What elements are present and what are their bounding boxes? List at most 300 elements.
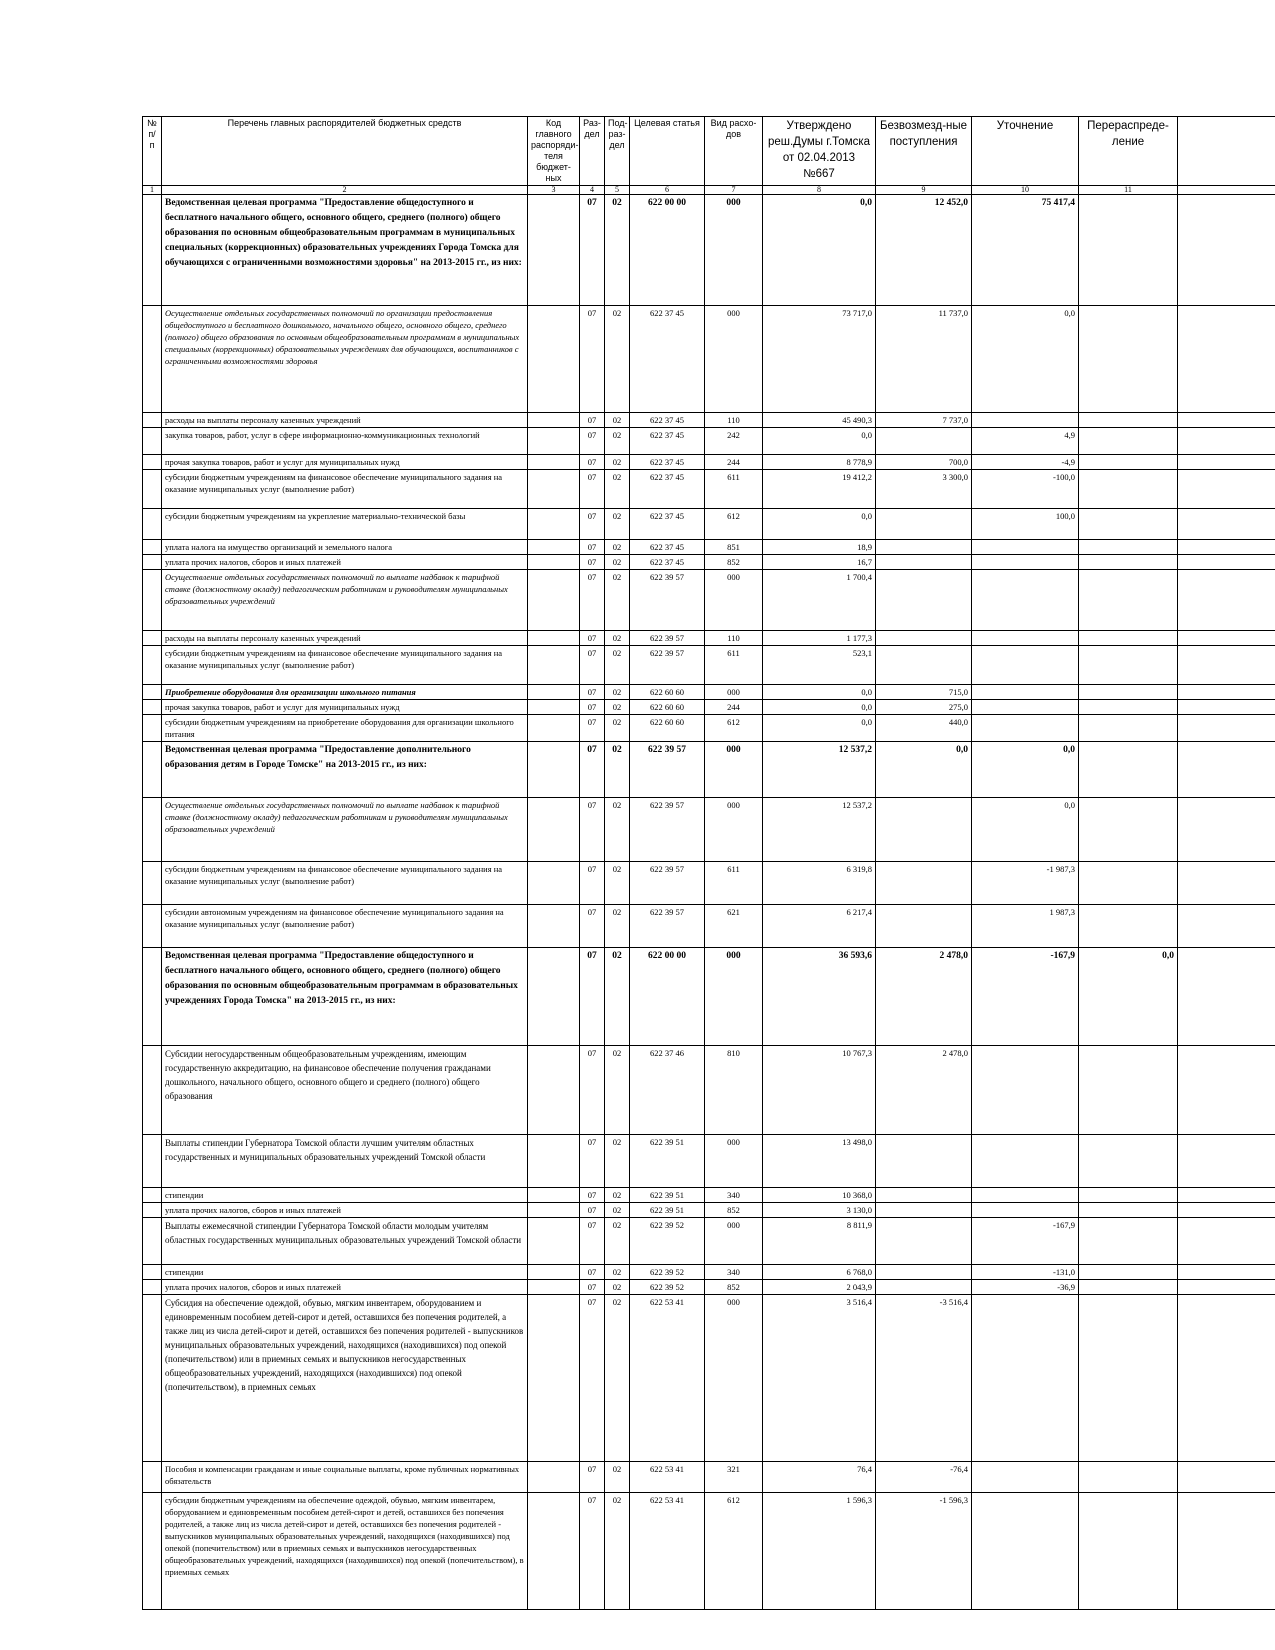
row-vid: 612: [705, 1493, 763, 1610]
row-code: [528, 685, 580, 700]
row-name: Пособия и компенсации гражданам и иные социальные выплаты, кроме публичных нормативных обязательств: [162, 1462, 528, 1493]
row-number: [143, 470, 162, 509]
row-podrazdel: 02: [605, 1493, 630, 1610]
row-redistribution: [1079, 306, 1178, 413]
table-row: [143, 470, 1275, 509]
table-row: [143, 948, 1275, 1046]
row-podrazdel: 02: [605, 555, 630, 570]
row-free: [876, 1203, 972, 1218]
column-numbers-row: [143, 186, 1275, 195]
row-razdel: 07: [580, 742, 605, 798]
row-approved: 1 700,4: [763, 570, 876, 631]
row-target-article: 622 37 45: [630, 428, 705, 455]
row-vid: 000: [705, 1135, 763, 1188]
row-extra: [1178, 1462, 1275, 1493]
row-redistribution: [1079, 715, 1178, 742]
row-code: [528, 1218, 580, 1265]
row-podrazdel: 02: [605, 862, 630, 905]
row-target-article: 622 39 57: [630, 631, 705, 646]
row-vid: 340: [705, 1188, 763, 1203]
row-redistribution: [1079, 1265, 1178, 1280]
row-target-article: 622 39 57: [630, 570, 705, 631]
row-clarification: [972, 1462, 1079, 1493]
row-name: закупка товаров, работ, услуг в сфере информационно-коммуникационных технологий: [162, 428, 528, 455]
row-vid: 612: [705, 715, 763, 742]
row-number: [143, 1295, 162, 1462]
row-target-article: 622 60 60: [630, 700, 705, 715]
row-razdel: 07: [580, 1188, 605, 1203]
row-name: расходы на выплаты персоналу казенных учреждений: [162, 631, 528, 646]
row-free: 2 478,0: [876, 948, 972, 1046]
row-clarification: [972, 1493, 1079, 1610]
row-approved: 18,9: [763, 540, 876, 555]
row-vid: 244: [705, 455, 763, 470]
row-target-article: 622 00 00: [630, 948, 705, 1046]
table-row: [143, 509, 1275, 540]
row-target-article: 622 60 60: [630, 685, 705, 700]
row-vid: 000: [705, 306, 763, 413]
row-target-article: 622 37 45: [630, 540, 705, 555]
table-row: [143, 1295, 1275, 1462]
row-extra: [1178, 646, 1275, 685]
row-podrazdel: 02: [605, 570, 630, 631]
row-approved: 3 516,4: [763, 1295, 876, 1462]
colnum: 6: [630, 186, 705, 195]
row-extra: [1178, 1265, 1275, 1280]
row-name: субсидии бюджетным учреждениям на финансовое обеспечение муниципального задания на оказание муниципальных услуг (выполнение работ): [162, 470, 528, 509]
row-name: стипендии: [162, 1188, 528, 1203]
row-razdel: 07: [580, 540, 605, 555]
row-number: [143, 570, 162, 631]
row-extra: [1178, 195, 1275, 306]
row-extra: [1178, 685, 1275, 700]
row-number: [143, 1046, 162, 1135]
row-clarification: -167,9: [972, 1218, 1079, 1265]
row-code: [528, 1493, 580, 1610]
row-code: [528, 1280, 580, 1295]
table-row: [143, 798, 1275, 862]
row-clarification: [972, 1295, 1079, 1462]
row-free: [876, 905, 972, 948]
row-target-article: 622 39 57: [630, 646, 705, 685]
row-redistribution: [1079, 413, 1178, 428]
row-podrazdel: 02: [605, 1203, 630, 1218]
row-free: [876, 540, 972, 555]
row-free: [876, 631, 972, 646]
row-number: [143, 555, 162, 570]
table-row: [143, 540, 1275, 555]
row-free: [876, 646, 972, 685]
row-number: [143, 798, 162, 862]
colnum: 10: [972, 186, 1079, 195]
row-approved: 2 043,9: [763, 1280, 876, 1295]
row-podrazdel: 02: [605, 1188, 630, 1203]
row-target-article: 622 37 45: [630, 555, 705, 570]
row-clarification: 75 417,4: [972, 195, 1079, 306]
row-clarification: [972, 1203, 1079, 1218]
row-approved: 0,0: [763, 509, 876, 540]
row-razdel: 07: [580, 455, 605, 470]
row-razdel: 07: [580, 715, 605, 742]
colnum: 3: [528, 186, 580, 195]
table-row: [143, 862, 1275, 905]
row-clarification: 0,0: [972, 306, 1079, 413]
row-vid: 852: [705, 555, 763, 570]
colnum: [1178, 186, 1275, 195]
row-number: [143, 1265, 162, 1280]
row-redistribution: [1079, 428, 1178, 455]
table-row: [143, 742, 1275, 798]
row-redistribution: [1079, 470, 1178, 509]
row-extra: [1178, 570, 1275, 631]
row-name: прочая закупка товаров, работ и услуг для муниципальных нужд: [162, 700, 528, 715]
row-razdel: 07: [580, 428, 605, 455]
row-approved: 0,0: [763, 700, 876, 715]
row-vid: 611: [705, 470, 763, 509]
row-free: 715,0: [876, 685, 972, 700]
row-razdel: 07: [580, 195, 605, 306]
row-podrazdel: 02: [605, 1295, 630, 1462]
row-code: [528, 306, 580, 413]
row-redistribution: [1079, 631, 1178, 646]
row-name: уплата прочих налогов, сборов и иных платежей: [162, 1203, 528, 1218]
row-approved: 1 596,3: [763, 1493, 876, 1610]
table-row: [143, 905, 1275, 948]
row-number: [143, 428, 162, 455]
row-podrazdel: 02: [605, 700, 630, 715]
row-razdel: 07: [580, 509, 605, 540]
row-name: субсидии автономным учреждениям на финансовое обеспечение муниципального задания на оказание муниципальных услуг (выполнение работ): [162, 905, 528, 948]
row-extra: [1178, 306, 1275, 413]
row-approved: 76,4: [763, 1462, 876, 1493]
row-podrazdel: 02: [605, 1218, 630, 1265]
row-code: [528, 509, 580, 540]
row-number: [143, 1462, 162, 1493]
row-approved: 6 217,4: [763, 905, 876, 948]
row-extra: [1178, 715, 1275, 742]
row-target-article: 622 37 45: [630, 455, 705, 470]
row-name: Осуществление отдельных государственных полномочий по организации предоставления общедоступного и бесплатного дошкольного, начального общего, основного общего, среднего (полного) общего образования по основным общеобразовательным программам в муниципальных специальных (коррекционных) образовательных учреждениях для обучающихся, воспитанников с ограниченными возможностями здоровья: [162, 306, 528, 413]
table-row: [143, 1188, 1275, 1203]
row-vid: 000: [705, 798, 763, 862]
header-free: Безвозмезд-ные поступления: [876, 117, 972, 186]
row-razdel: 07: [580, 306, 605, 413]
row-extra: [1178, 1046, 1275, 1135]
row-extra: [1178, 1218, 1275, 1265]
colnum: 2: [162, 186, 528, 195]
row-code: [528, 540, 580, 555]
row-vid: 810: [705, 1046, 763, 1135]
colnum: 8: [763, 186, 876, 195]
row-number: [143, 631, 162, 646]
row-extra: [1178, 555, 1275, 570]
row-redistribution: [1079, 555, 1178, 570]
row-code: [528, 742, 580, 798]
row-clarification: [972, 631, 1079, 646]
row-free: [876, 1218, 972, 1265]
row-target-article: 622 39 51: [630, 1188, 705, 1203]
row-redistribution: [1079, 509, 1178, 540]
row-razdel: 07: [580, 1265, 605, 1280]
row-redistribution: [1079, 742, 1178, 798]
header-extra: [1178, 117, 1275, 186]
row-podrazdel: 02: [605, 470, 630, 509]
row-razdel: 07: [580, 413, 605, 428]
row-redistribution: [1079, 646, 1178, 685]
row-razdel: 07: [580, 470, 605, 509]
row-extra: [1178, 1135, 1275, 1188]
row-free: [876, 509, 972, 540]
row-approved: 73 717,0: [763, 306, 876, 413]
row-name: уплата прочих налогов, сборов и иных платежей: [162, 555, 528, 570]
table-row: [143, 428, 1275, 455]
row-clarification: [972, 413, 1079, 428]
row-number: [143, 509, 162, 540]
header-redistribution: Перераспреде-ление: [1079, 117, 1178, 186]
row-razdel: 07: [580, 685, 605, 700]
row-number: [143, 948, 162, 1046]
row-podrazdel: 02: [605, 631, 630, 646]
colnum: 11: [1079, 186, 1178, 195]
row-name: Выплаты стипендии Губернатора Томской области лучшим учителям областных государственных и муниципальных образовательных учреждений Томской области: [162, 1135, 528, 1188]
colnum: 7: [705, 186, 763, 195]
row-code: [528, 798, 580, 862]
row-redistribution: [1079, 1218, 1178, 1265]
colnum: 5: [605, 186, 630, 195]
row-target-article: 622 37 45: [630, 509, 705, 540]
header-razdel: Раз-дел: [580, 117, 605, 186]
row-free: -1 596,3: [876, 1493, 972, 1610]
row-name: Осуществление отдельных государственных полномочий по выплате надбавок к тарифной ставке (должностному окладу) педагогическим работникам и руководителям муниципальных образовательных учреждений: [162, 798, 528, 862]
row-code: [528, 428, 580, 455]
row-free: [876, 1280, 972, 1295]
row-free: [876, 1265, 972, 1280]
row-approved: 19 412,2: [763, 470, 876, 509]
row-vid: 000: [705, 742, 763, 798]
row-clarification: [972, 570, 1079, 631]
row-vid: 000: [705, 1295, 763, 1462]
row-vid: 621: [705, 905, 763, 948]
row-clarification: -4,9: [972, 455, 1079, 470]
row-number: [143, 700, 162, 715]
row-name: субсидии бюджетным учреждениям на обеспечение одеждой, обувью, мягким инвентарем, оборудованием и единовременным пособием детей-сирот и детей, оставшихся без попечения родителей, а также лиц из числа детей-сирот и детей, оставшихся без попечения родителей - выпускников муниципальных образовательных учреждений, находящихся (находившихся) под опекой (попечительством) или в приемных семьях и выпускников негосударственных общеобразовательных учреждений, находящихся (находившихся) под опекой (попечительством), в приемных семьях: [162, 1493, 528, 1610]
row-razdel: 07: [580, 1135, 605, 1188]
row-code: [528, 455, 580, 470]
row-razdel: 07: [580, 1203, 605, 1218]
row-name: Субсидии негосударственным общеобразовательным учреждениям, имеющим государственную аккредитацию, на финансовое обеспечение получения гражданами дошкольного, начального общего, основного общего и среднего (полного) общего образования: [162, 1046, 528, 1135]
row-clarification: [972, 555, 1079, 570]
row-podrazdel: 02: [605, 428, 630, 455]
table-row: [143, 413, 1275, 428]
row-razdel: 07: [580, 1295, 605, 1462]
row-redistribution: [1079, 570, 1178, 631]
row-clarification: -1 987,3: [972, 862, 1079, 905]
row-name: стипендии: [162, 1265, 528, 1280]
row-vid: 851: [705, 540, 763, 555]
row-free: 11 737,0: [876, 306, 972, 413]
row-podrazdel: 02: [605, 948, 630, 1046]
row-redistribution: [1079, 1493, 1178, 1610]
row-vid: 242: [705, 428, 763, 455]
row-clarification: [972, 685, 1079, 700]
row-number: [143, 685, 162, 700]
row-redistribution: [1079, 1046, 1178, 1135]
row-clarification: -36,9: [972, 1280, 1079, 1295]
row-name: прочая закупка товаров, работ и услуг для муниципальных нужд: [162, 455, 528, 470]
row-number: [143, 1188, 162, 1203]
row-extra: [1178, 509, 1275, 540]
row-vid: 000: [705, 195, 763, 306]
row-name: субсидии бюджетным учреждениям на финансовое обеспечение муниципального задания на оказание муниципальных услуг (выполнение работ): [162, 646, 528, 685]
row-vid: 611: [705, 862, 763, 905]
row-podrazdel: 02: [605, 798, 630, 862]
header-podrazdel: Под-раз-дел: [605, 117, 630, 186]
row-code: [528, 1203, 580, 1218]
row-podrazdel: 02: [605, 455, 630, 470]
row-clarification: [972, 700, 1079, 715]
row-approved: 45 490,3: [763, 413, 876, 428]
row-approved: 8 811,9: [763, 1218, 876, 1265]
table-row: [143, 685, 1275, 700]
row-razdel: 07: [580, 1218, 605, 1265]
row-target-article: 622 39 52: [630, 1280, 705, 1295]
row-code: [528, 1295, 580, 1462]
row-approved: 12 537,2: [763, 742, 876, 798]
row-clarification: 100,0: [972, 509, 1079, 540]
row-code: [528, 1265, 580, 1280]
row-free: -3 516,4: [876, 1295, 972, 1462]
row-razdel: 07: [580, 1046, 605, 1135]
row-extra: [1178, 905, 1275, 948]
row-vid: 611: [705, 646, 763, 685]
row-razdel: 07: [580, 570, 605, 631]
row-target-article: 622 39 57: [630, 798, 705, 862]
table-row: [143, 555, 1275, 570]
table-row: [143, 1493, 1275, 1610]
row-number: [143, 540, 162, 555]
row-vid: 000: [705, 685, 763, 700]
row-free: -76,4: [876, 1462, 972, 1493]
header-approved: Утверждено реш.Думы г.Томска от 02.04.2013 №667: [763, 117, 876, 186]
row-free: [876, 570, 972, 631]
row-approved: 0,0: [763, 715, 876, 742]
row-free: [876, 428, 972, 455]
row-number: [143, 413, 162, 428]
row-target-article: 622 39 51: [630, 1135, 705, 1188]
row-clarification: [972, 540, 1079, 555]
row-podrazdel: 02: [605, 1265, 630, 1280]
row-clarification: 4,9: [972, 428, 1079, 455]
row-vid: 000: [705, 1218, 763, 1265]
row-code: [528, 195, 580, 306]
row-vid: 852: [705, 1203, 763, 1218]
row-name: Субсидия на обеспечение одеждой, обувью, мягким инвентарем, оборудованием и единовременным пособием детей-сирот и детей, оставшихся без попечения родителей, а также лиц из числа детей-сирот и детей, оставшихся без попечения родителей - выпускников муниципальных образовательных учреждений, находящихся (находившихся) под опекой (попечительством) или в приемных семьях и выпускников негосударственных общеобразовательных учреждений, находящихся (находившихся) под опекой (попечительством), в приемных семьях: [162, 1295, 528, 1462]
row-podrazdel: 02: [605, 306, 630, 413]
row-podrazdel: 02: [605, 540, 630, 555]
row-podrazdel: 02: [605, 509, 630, 540]
row-free: 275,0: [876, 700, 972, 715]
row-code: [528, 1188, 580, 1203]
row-clarification: [972, 1046, 1079, 1135]
row-number: [143, 742, 162, 798]
row-number: [143, 195, 162, 306]
row-code: [528, 715, 580, 742]
row-free: [876, 798, 972, 862]
table-row: [143, 1203, 1275, 1218]
row-podrazdel: 02: [605, 715, 630, 742]
table-row: [143, 1280, 1275, 1295]
row-podrazdel: 02: [605, 1280, 630, 1295]
table-row: [143, 306, 1275, 413]
row-free: 12 452,0: [876, 195, 972, 306]
row-number: [143, 646, 162, 685]
row-podrazdel: 02: [605, 1046, 630, 1135]
row-redistribution: [1079, 540, 1178, 555]
row-extra: [1178, 948, 1275, 1046]
row-target-article: 622 39 52: [630, 1218, 705, 1265]
row-redistribution: [1079, 1462, 1178, 1493]
row-target-article: 622 39 57: [630, 905, 705, 948]
row-redistribution: [1079, 905, 1178, 948]
row-approved: 12 537,2: [763, 798, 876, 862]
row-free: [876, 1188, 972, 1203]
row-free: 700,0: [876, 455, 972, 470]
row-vid: 000: [705, 570, 763, 631]
row-clarification: -131,0: [972, 1265, 1079, 1280]
row-code: [528, 646, 580, 685]
row-vid: 321: [705, 1462, 763, 1493]
row-free: 2 478,0: [876, 1046, 972, 1135]
row-code: [528, 1462, 580, 1493]
row-code: [528, 470, 580, 509]
row-free: [876, 555, 972, 570]
row-name: Выплаты ежемесячной стипендии Губернатора Томской области молодым учителям областных государственных муниципальных образовательных учреждений Томской области: [162, 1218, 528, 1265]
row-redistribution: [1079, 195, 1178, 306]
row-podrazdel: 02: [605, 646, 630, 685]
row-vid: 612: [705, 509, 763, 540]
row-number: [143, 1280, 162, 1295]
row-approved: 1 177,3: [763, 631, 876, 646]
row-clarification: -100,0: [972, 470, 1079, 509]
row-target-article: 622 37 46: [630, 1046, 705, 1135]
table-row: [143, 1462, 1275, 1493]
row-code: [528, 1135, 580, 1188]
row-code: [528, 905, 580, 948]
row-approved: 10 767,3: [763, 1046, 876, 1135]
row-clarification: 0,0: [972, 798, 1079, 862]
row-approved: 0,0: [763, 195, 876, 306]
table-row: [143, 1135, 1275, 1188]
row-redistribution: [1079, 1135, 1178, 1188]
row-target-article: 622 60 60: [630, 715, 705, 742]
header-name: Перечень главных распорядителей бюджетных средств: [162, 117, 528, 186]
table-row: [143, 646, 1275, 685]
row-approved: 10 368,0: [763, 1188, 876, 1203]
row-code: [528, 862, 580, 905]
row-approved: 36 593,6: [763, 948, 876, 1046]
row-razdel: 07: [580, 948, 605, 1046]
row-number: [143, 306, 162, 413]
row-code: [528, 413, 580, 428]
table-body: [143, 195, 1275, 1610]
row-approved: 6 319,8: [763, 862, 876, 905]
colnum: 9: [876, 186, 972, 195]
row-extra: [1178, 470, 1275, 509]
row-approved: 8 778,9: [763, 455, 876, 470]
row-target-article: 622 39 57: [630, 742, 705, 798]
row-clarification: [972, 646, 1079, 685]
row-podrazdel: 02: [605, 1462, 630, 1493]
